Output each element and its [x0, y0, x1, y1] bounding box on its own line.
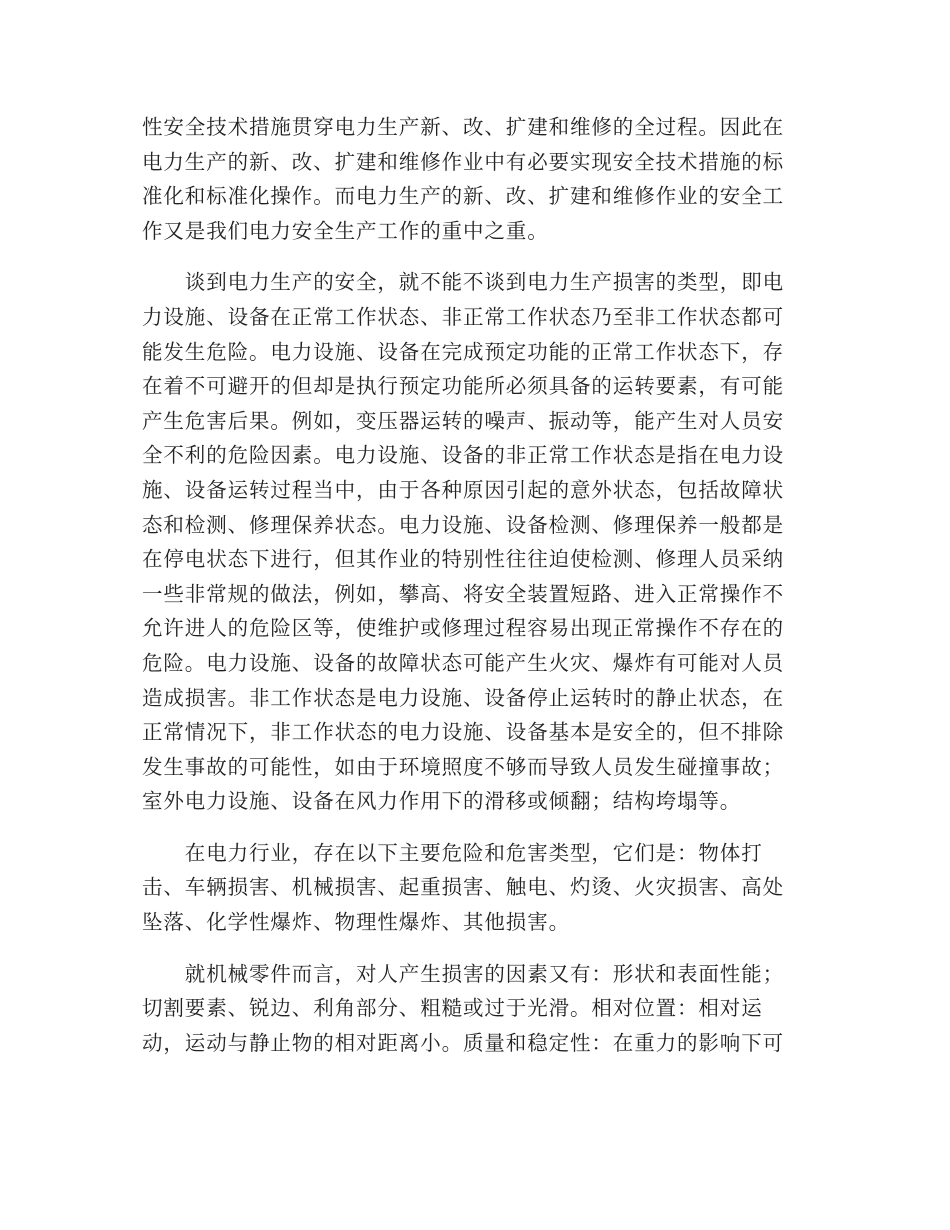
text-line: 造成损害。非工作状态是电力设施、设备停止运转时的静止状态，在	[142, 685, 784, 710]
paragraph-4	[142, 957, 802, 1061]
text-line: 准化和标准化操作。而电力生产的新、改、扩建和维修作业的安全工	[142, 184, 784, 209]
paragraph-spacer	[142, 819, 802, 836]
text-line: 正常情况下，非工作状态的电力设施、设备基本是安全的，但不排除	[142, 720, 784, 745]
text-line: 动，运动与静止物的相对距离小。质量和稳定性：在重力的影响下可	[142, 1030, 784, 1055]
paragraph-spacer	[142, 248, 802, 265]
text-line: 施、设备运转过程当中，由于各种原因引起的意外状态，包括故障状	[142, 477, 784, 502]
text-line: 在停电状态下进行，但其作业的特别性往往迫使检测、修理人员采纳	[142, 547, 784, 572]
text-line: 击、车辆损害、机械损害、起重损害、触电、灼烫、火灾损害、高处	[142, 875, 784, 900]
text-line: 发生事故的可能性，如由于环境照度不够而导致人员发生碰撞事故；	[142, 754, 784, 779]
document-body	[142, 110, 802, 1060]
paragraph-2	[142, 265, 802, 819]
text-line: 切割要素、锐边、利角部分、粗糙或过于光滑。相对位置：相对运	[142, 996, 763, 1021]
text-line: 态和检测、修理保养状态。电力设施、设备检测、修理保养一般都是	[142, 512, 784, 537]
text-line: 全不利的危险因素。电力设施、设备的非正常工作状态是指在电力设	[142, 443, 784, 468]
text-line: 性安全技术措施贯穿电力生产新、改、扩建和维修的全过程。因此在	[142, 115, 784, 139]
paragraph-spacer	[142, 940, 802, 957]
text-line: 力设施、设备在正常工作状态、非正常工作状态乃至非工作状态都可	[142, 304, 784, 329]
text-line: 允许进人的危险区等，使维护或修理过程容易出现正常操作不存在的	[142, 616, 784, 641]
text-line: 能发生危险。电力设施、设备在完成预定功能的正常工作状态下，存	[142, 339, 784, 364]
paragraph-3	[142, 836, 802, 940]
text-line: 在着不可避开的但却是执行预定功能所必须具备的运转要素，有可能	[142, 374, 784, 399]
text-line: 一些非常规的做法，例如，攀高、将安全装置短路、进入正常操作不	[142, 581, 784, 606]
text-line: 电力生产的新、改、扩建和维修作业中有必要实现安全技术措施的标	[142, 149, 784, 174]
text-line: 危险。电力设施、设备的故障状态可能产生火灾、爆炸有可能对人员	[142, 650, 784, 675]
text-line: 作又是我们电力安全生产工作的重中之重。	[142, 218, 549, 243]
text-line: 在电力行业，存在以下主要危险和危害类型，它们是：物体打	[142, 840, 763, 865]
text-line: 谈到电力生产的安全，就不能不谈到电力生产损害的类型，即电	[142, 270, 784, 295]
text-line: 坠落、化学性爆炸、物理性爆炸、其他损害。	[142, 910, 570, 935]
text-line: 室外电力设施、设备在风力作用下的滑移或倾翻；结构垮塌等。	[142, 789, 742, 814]
paragraph-1	[142, 110, 802, 248]
text-line: 就机械零件而言，对人产生损害的因素又有：形状和表面性能；	[142, 961, 784, 986]
text-line: 产生危害后果。例如，变压器运转的噪声、振动等，能产生对人员安	[142, 408, 784, 433]
